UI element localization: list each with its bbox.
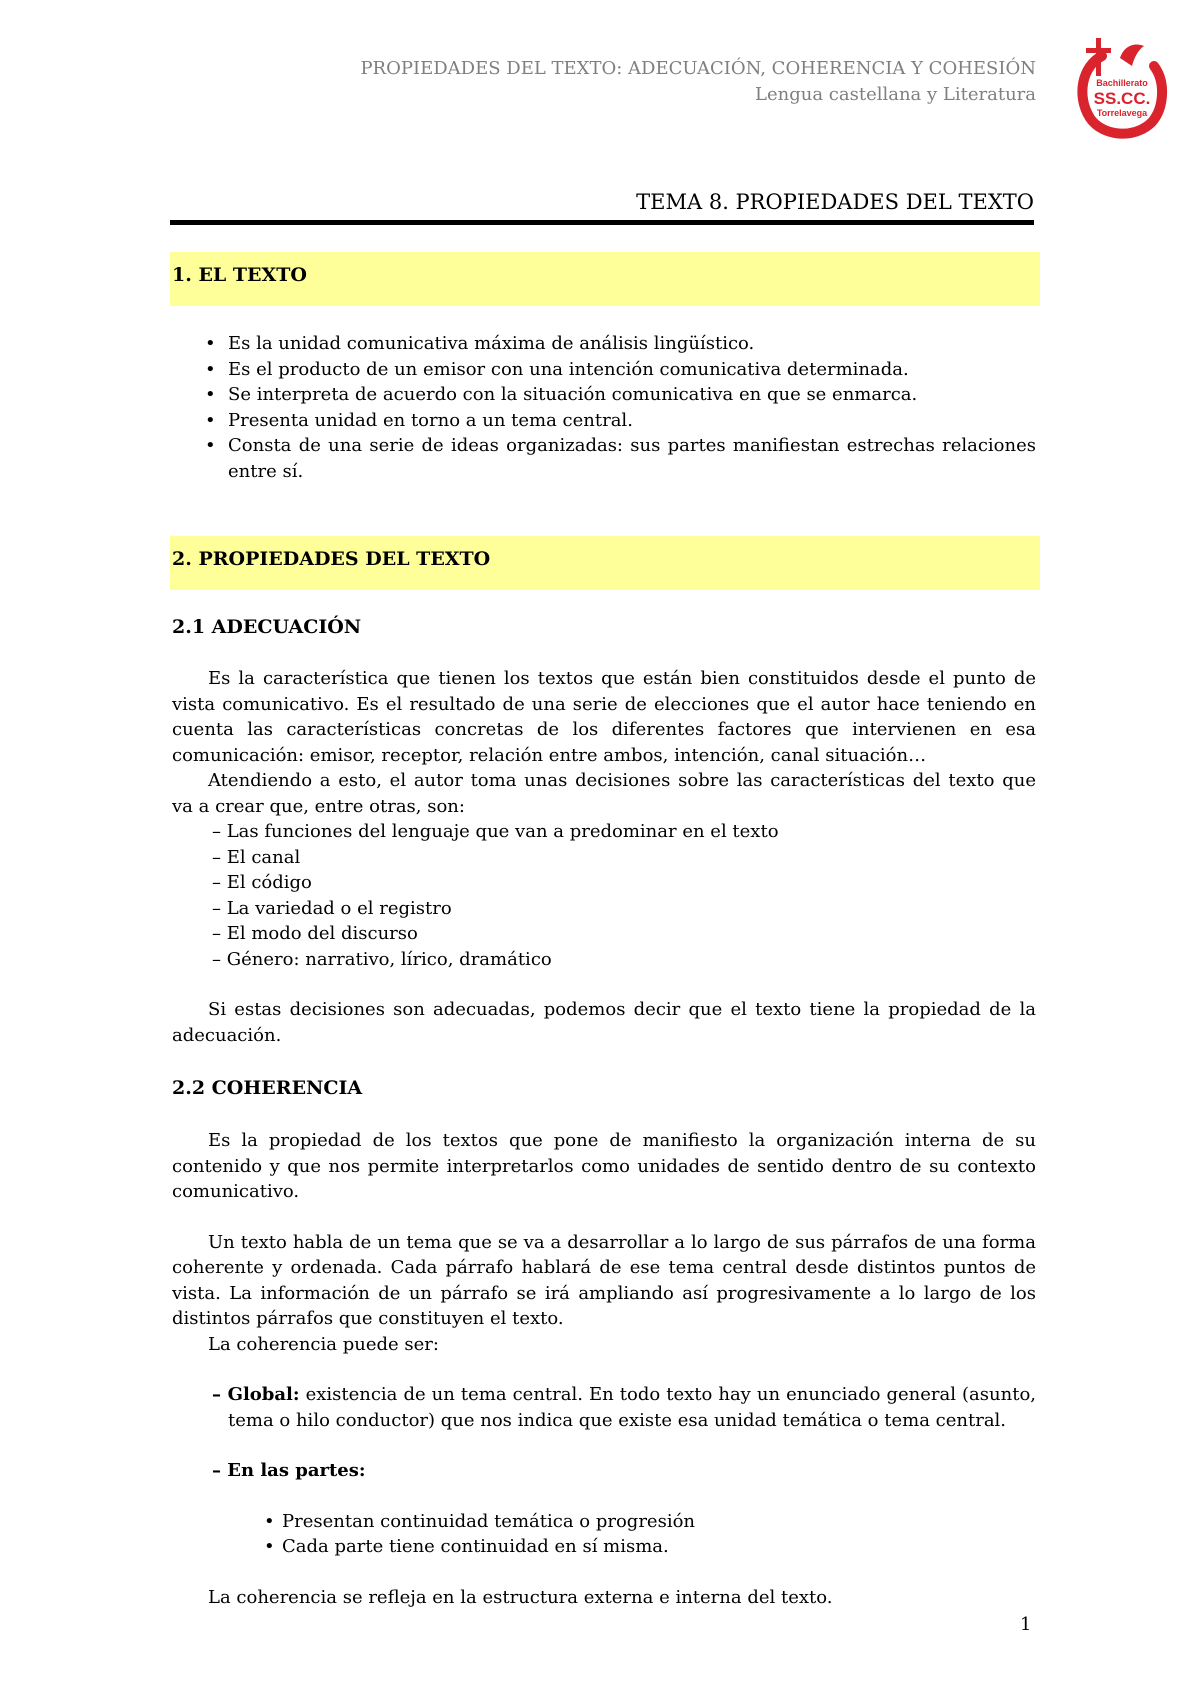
coherencia-paragraph-3: La coherencia puede ser: xyxy=(208,1333,439,1355)
coherencia-paragraph-1: Es la propiedad de los textos que pone de manifiesto la organización interna de su contenido y que nos permite interpretarlos como unidades de sentido dentro de su contexto comunicativo. xyxy=(172,1130,1036,1202)
partes-bullet-list xyxy=(172,1509,1036,1560)
logo-line3: Torrelavega xyxy=(1096,108,1148,118)
list-item: – La variedad o el registro xyxy=(212,897,452,919)
list-item: • Es el producto de un emisor con una intención comunicativa determinada. xyxy=(172,357,1036,383)
list-item: – Las funciones del lenguaje que van a predominar en el texto xyxy=(212,821,779,842)
list-item: • Se interpreta de acuerdo con la situación comunicativa en que se enmarca. xyxy=(172,382,1036,408)
global-label: – Global: xyxy=(212,1384,300,1405)
partes-label: – En las partes: xyxy=(212,1460,366,1481)
page-number: 1 xyxy=(1020,1614,1032,1635)
list-item: – El modo del discurso xyxy=(212,923,418,944)
coherencia-heading: 2.2 COHERENCIA xyxy=(172,1077,363,1099)
section-1-bullet-list xyxy=(172,331,1036,484)
coherencia-paragraph-2: Un texto habla de un tema que se va a desarrollar a lo largo de sus párrafos de una forma coherente y ordenada. Cada párrafo hablará de ese tema central desde distintos puntos de vista. La información de un párrafo se irá ampliando así progresivamente a lo largo de los distintos párrafos que constituyen el texto. xyxy=(172,1231,1036,1329)
header-subtitle: Lengua castellana y Literatura xyxy=(755,84,1036,105)
global-item xyxy=(172,1382,1036,1433)
section-1-title: 1. EL TEXTO xyxy=(172,264,307,286)
school-logo xyxy=(1072,36,1168,142)
list-item: – El código xyxy=(212,872,312,893)
adecuacion-body xyxy=(172,666,1036,1048)
coherencia-body xyxy=(172,1128,1036,1610)
list-item: – Género: narrativo, lírico, dramático xyxy=(212,948,552,970)
list-item: • Es la unidad comunicativa máxima de análisis lingüístico. xyxy=(172,331,1036,357)
list-item: • Presentan continuidad temática o progresión xyxy=(172,1509,1036,1535)
logo-line2: SS.CC. xyxy=(1093,89,1151,108)
list-item: • Presenta unidad en torno a un tema central. xyxy=(172,408,1036,434)
page-header xyxy=(360,56,1036,108)
section-2-heading xyxy=(170,536,1040,590)
title-rule xyxy=(170,220,1034,225)
global-text: existencia de un tema central. En todo texto hay un enunciado general (asunto, tema o hilo conductor) que nos indica que existe esa unidad temática o tema central. xyxy=(228,1384,1037,1431)
logo-line1: Bachillerato xyxy=(1096,78,1148,88)
adecuacion-paragraph-1: Es la característica que tienen los textos que están bien constituidos desde el punto de vista comunicativo. Es el resultado de una serie de elecciones que el autor hace teniendo en cuenta las características concretas de los diferentes factores que intervienen en esa comunicación: emisor, receptor, relación entre ambos, intención, canal situación… xyxy=(172,668,1036,766)
list-item: – El canal xyxy=(212,846,301,868)
coherencia-paragraph-4: La coherencia se refleja en la estructura externa e interna del texto. xyxy=(208,1586,833,1608)
tema-title: TEMA 8. PROPIEDADES DEL TEXTO xyxy=(636,190,1034,214)
adecuacion-heading: 2.1 ADECUACIÓN xyxy=(172,616,362,638)
section-2-title: 2. PROPIEDADES DEL TEXTO xyxy=(172,548,491,570)
list-item: • Cada parte tiene continuidad en sí misma. xyxy=(172,1534,1036,1560)
list-item: • Consta de una serie de ideas organizadas: sus partes manifiestan estrechas relaciones entre sí. xyxy=(172,433,1036,484)
section-1-heading xyxy=(170,252,1040,306)
adecuacion-paragraph-2: Atendiendo a esto, el autor toma unas decisiones sobre las características del texto que va a crear que, entre otras, son: xyxy=(172,770,1036,817)
partes-item xyxy=(172,1458,1036,1484)
adecuacion-paragraph-3: Si estas decisiones son adecuadas, podemos decir que el texto tiene la propiedad de la adecuación. xyxy=(172,999,1036,1046)
section-1-body xyxy=(172,331,1036,484)
header-title: PROPIEDADES DEL TEXTO: ADECUACIÓN, COHERENCIA Y COHESIÓN xyxy=(360,58,1036,79)
